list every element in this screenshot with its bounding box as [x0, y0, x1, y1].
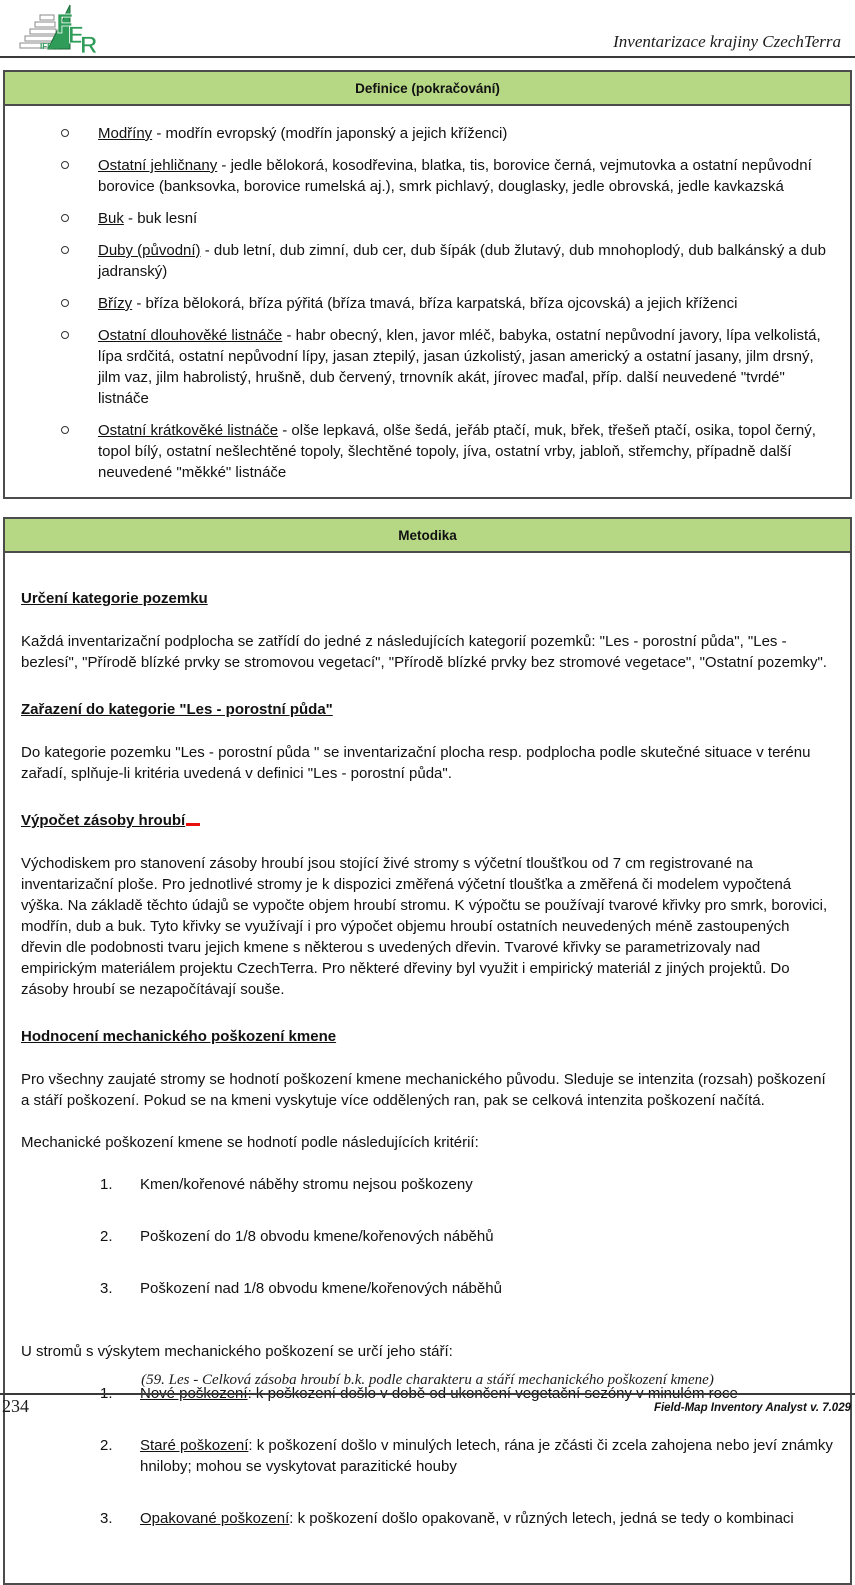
item-number: 2.: [100, 1228, 113, 1245]
svg-text:E: E: [68, 22, 85, 49]
svg-text:F: F: [56, 8, 74, 39]
paragraph: Do kategorie pozemku "Les - porostní půda " se inventarizační plocha resp. podplocha podle skutečné situace v terénu zařadí, splňuje-li kritéria uvedená v definici "Les - porostní půda".: [21, 744, 811, 782]
paragraph: Mechanické poškození kmene se hodnotí podle následujících kritérií:: [21, 1134, 479, 1151]
svg-text:IFER: IFER: [40, 42, 59, 51]
page-footer: [0, 1370, 855, 1422]
bullet-icon: [61, 246, 69, 254]
item-number: 1.: [100, 1176, 113, 1193]
footer-row: [0, 1395, 855, 1422]
list-item: [5, 293, 832, 314]
page-header: [0, 0, 855, 58]
definition-text: Duby (původní) - dub letní, dub zimní, dub cer, dub šípák (dub žlutavý, dub mnohoplodý, dub balkánský a dub jadranský): [98, 242, 826, 280]
list-item: 3. Opakované poškození: k poškození došlo opakovaně, v různých letech, jedná se tedy o kombinaci: [21, 1508, 834, 1550]
list-item: 2. Poškození do 1/8 obvodu kmene/kořenových náběhů: [21, 1226, 834, 1268]
bullet-icon: [61, 331, 69, 339]
item-number: 3.: [100, 1280, 113, 1297]
list-item: 2. Staré poškození: k poškození došlo v minulých letech, rána je zčásti či zcela zahojena nebo jeví známky hniloby; mohou se vyskytovat parazitické houby: [21, 1435, 834, 1498]
item-number: 3.: [100, 1510, 113, 1527]
bullet-icon: [61, 214, 69, 222]
paragraph: Východiskem pro stanovení zásoby hroubí jsou stojící živé stromy s výčetní tloušťkou od 7 cm registrované na inventarizační ploše. Pro jednotlivé stromy je k dispozici změřená výčetní tloušťka a změřená či modelem vypočtená výška. Na základě těchto údajů se vypočte objem hroubí stromu. K výpočtu se používají tvarové křivky pro smrk, borovici, modřín, dub a buk. Tyto křivky se využívají i pro výpočet objemu hroubí ostatních neuvedených méně zastoupených dřevin dle podobnosti tvaru jejich kmene s některou s uvedených dřevin. Tvarové křivky se parametrizovaly nad empirickým materiálem projektu CzechTerra. Pro některé dřeviny byl využit i empirický materiál z jiných projektů. Do zásoby hroubí se nezapočítávají souše.: [21, 855, 828, 998]
metodika-body: [5, 553, 850, 1583]
app-version: Field-Map Inventory Analyst v. 7.029: [653, 1402, 851, 1414]
definition-text: Buk - buk lesní: [98, 210, 198, 227]
metodika-section: [3, 517, 852, 1585]
list-item: [5, 420, 832, 483]
list-item: 1. Kmen/kořenové náběhy stromu nejsou poškozeny: [21, 1174, 834, 1216]
definition-text: Ostatní krátkověké listnáče - olše lepkavá, olše šedá, jeřáb ptačí, muk, břek, třešeň ptačí, osika, topol černý, topol bílý, ostatní nešlechtěné topoly, šlechtěné topoly, jíva, ostatní vrby, jabloň, střemchy, případně další neuvedené "měkké" listnáče: [98, 422, 816, 481]
report-title: Inventarizace krajiny CzechTerra: [613, 32, 841, 51]
list-item: 3. Poškození nad 1/8 obvodu kmene/kořenových náběhů: [21, 1278, 834, 1320]
red-correction-mark: [186, 823, 200, 826]
definition-text: Ostatní jehličnany - jedle bělokorá, kosodřevina, blatka, tis, borovice černá, vejmutovka a ostatní nepůvodní borovice (banksovka, borovice rumelská aj.), smrk pichlavý, douglasky, jedle obrovská, jedle kavkazská: [98, 157, 812, 195]
subsection-heading: Hodnocení mechanického poškození kmene: [21, 1028, 337, 1045]
bullet-icon: [61, 129, 69, 137]
list-item: [5, 208, 832, 229]
definition-text: Břízy - bříza bělokorá, bříza pýřitá (bříza tmavá, bříza karpatská, bříza ojcovská) a jejich kříženci: [98, 295, 738, 312]
definition-text: Modříny - modřín evropský (modřín japonský a jejich kříženci): [98, 125, 508, 142]
list-item: [5, 123, 832, 144]
definice-title: Definice (pokračování): [355, 81, 500, 96]
paragraph: Každá inventarizační podplocha se zatřídí do jedné z následujících kategorií pozemků: "Les - porostní půda", "Les - bezlesí", "Přírodě blízké prvky se stromovou vegetací", "Přírodě blízké prvky bez stromové vegetace", "Ostatní pozemky".: [21, 633, 827, 671]
footer-caption: (59. Les - Celková zásoba hroubí b.k. podle charakteru a stáří mechanického poškození kmene): [0, 1370, 855, 1395]
paragraph: U stromů s výskytem mechanického poškození se určí jeho stáří:: [21, 1343, 453, 1360]
bullet-icon: [61, 161, 69, 169]
list-item: [5, 240, 832, 282]
svg-text:R: R: [80, 32, 98, 55]
definition-text: Ostatní dlouhověké listnáče - habr obecný, klen, javor mléč, babyka, ostatní nepůvodní javory, lípa velkolistá, lípa srdčitá, ostatní nepůvodní lípy, jasan ztepilý, jasan úzkolistý, jasan americký a ostatní jasany, jilm drsný, jilm vaz, jilm habrolistý, hrušně, dub červený, trnovník akát, jírovec maďal, příp. další neuvedené "tvrdé" listnáče: [98, 327, 821, 407]
bullet-icon: [61, 299, 69, 307]
criteria-list: [21, 1174, 834, 1320]
metodika-title: Metodika: [398, 528, 457, 543]
metodika-section-header: [5, 519, 850, 553]
ifer-logo: [18, 3, 110, 55]
definice-section-header: [5, 72, 850, 106]
item-number: 1.: [100, 1385, 113, 1402]
list-item: [5, 325, 832, 409]
subsection-heading: Určení kategorie pozemku: [21, 590, 208, 607]
item-number: 2.: [100, 1437, 113, 1454]
paragraph: Pro všechny zaujaté stromy se hodnotí poškození kmene mechanického původu. Sleduje se intenzita (rozsah) poškození a stáří poškození. Pokud se na kmeni vyskytuje více oddělených ran, pak se celková intenzita poškození načítá.: [21, 1071, 826, 1109]
subsection-heading: Výpočet zásoby hroubí: [21, 810, 834, 831]
page-number: 234: [2, 1396, 29, 1416]
list-item: 1. Nové poškození: k poškození došlo v době od ukončení vegetační sezóny v minulém roce: [21, 1383, 834, 1425]
definice-section: [3, 70, 852, 499]
definice-body: [5, 106, 850, 497]
list-item: [5, 155, 832, 197]
subsection-heading: Zařazení do kategorie "Les - porostní půda": [21, 701, 333, 718]
bullet-icon: [61, 426, 69, 434]
